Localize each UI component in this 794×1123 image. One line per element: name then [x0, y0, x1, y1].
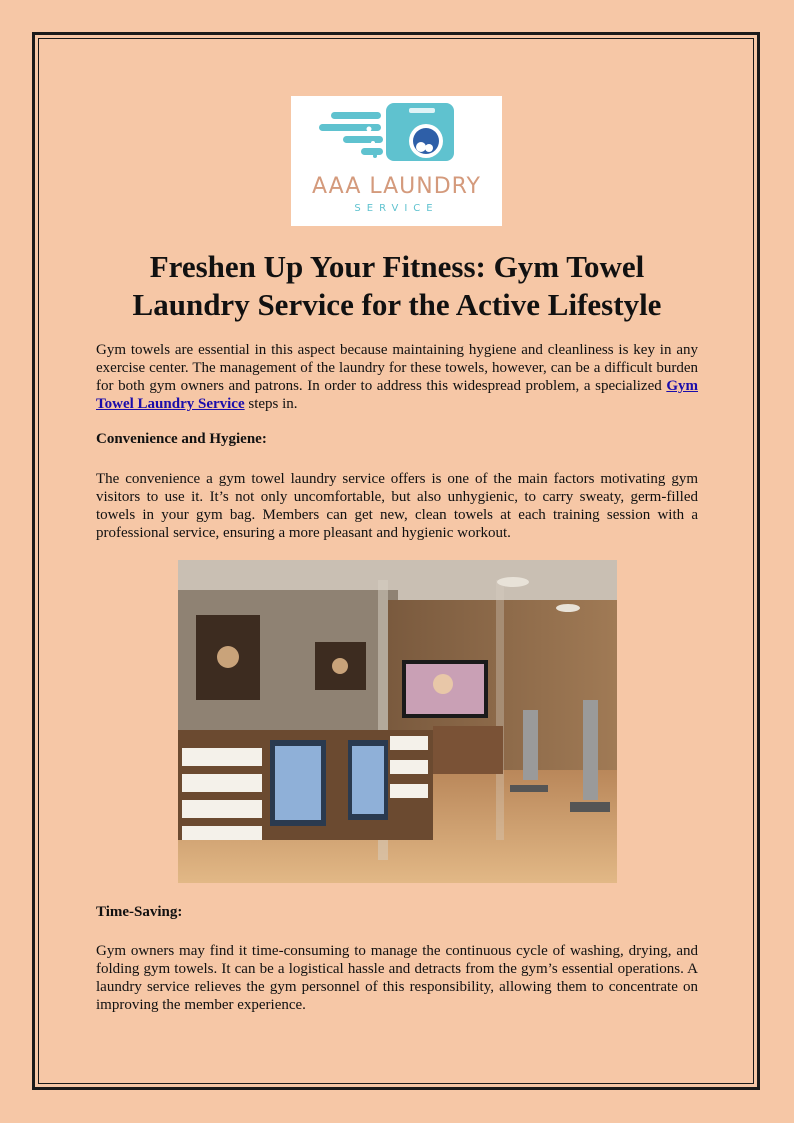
intro-text-end: steps in. [244, 396, 298, 412]
brand-logo [291, 96, 502, 226]
logo-brand-text: AAA LAUNDRY [312, 174, 481, 199]
section-body-time-saving: Gym owners may find it time-consuming to manage the continuous cycle of washing, drying, and folding gym towels. It can be a logistical hassle and detracts from the gym’s essential operations. A laundry service relieves the gym personnel of this responsibility, allowing them to concentrate on improving the member experience. [96, 943, 698, 1013]
washing-machine-icon [291, 96, 502, 176]
page-title: Freshen Up Your Fitness: Gym Towel Laundry Service for the Active Lifestyle [132, 249, 662, 322]
gym-towel-service-link[interactable]: Gym Towel Laundry Service [96, 378, 698, 412]
section-heading-convenience: Convenience and Hygiene: [96, 431, 267, 447]
intro-text-start: Gym towels are essential in this aspect because maintaining hygiene and cleanliness is key in any exercise center. The management of the laundry for these towels, however, can be a difficult burden for both gym owners and patrons. In order to address this widespread problem, a specialized [96, 342, 698, 394]
section-heading-time-saving: Time-Saving: [96, 904, 183, 920]
logo-sub-text: SERVICE [354, 203, 439, 214]
intro-paragraph [96, 341, 698, 413]
section-body-convenience: The convenience a gym towel laundry service offers is one of the main factors motivating gym visitors to use it. It’s not only uncomfortable, but also unhygienic, to carry sweaty, germ-filled towels in your gym bag. Members can get new, clean towels at each training session with a professional service, ensuring a more pleasant and hygienic workout. [96, 471, 698, 541]
gym-towel-room-photo [178, 560, 617, 883]
